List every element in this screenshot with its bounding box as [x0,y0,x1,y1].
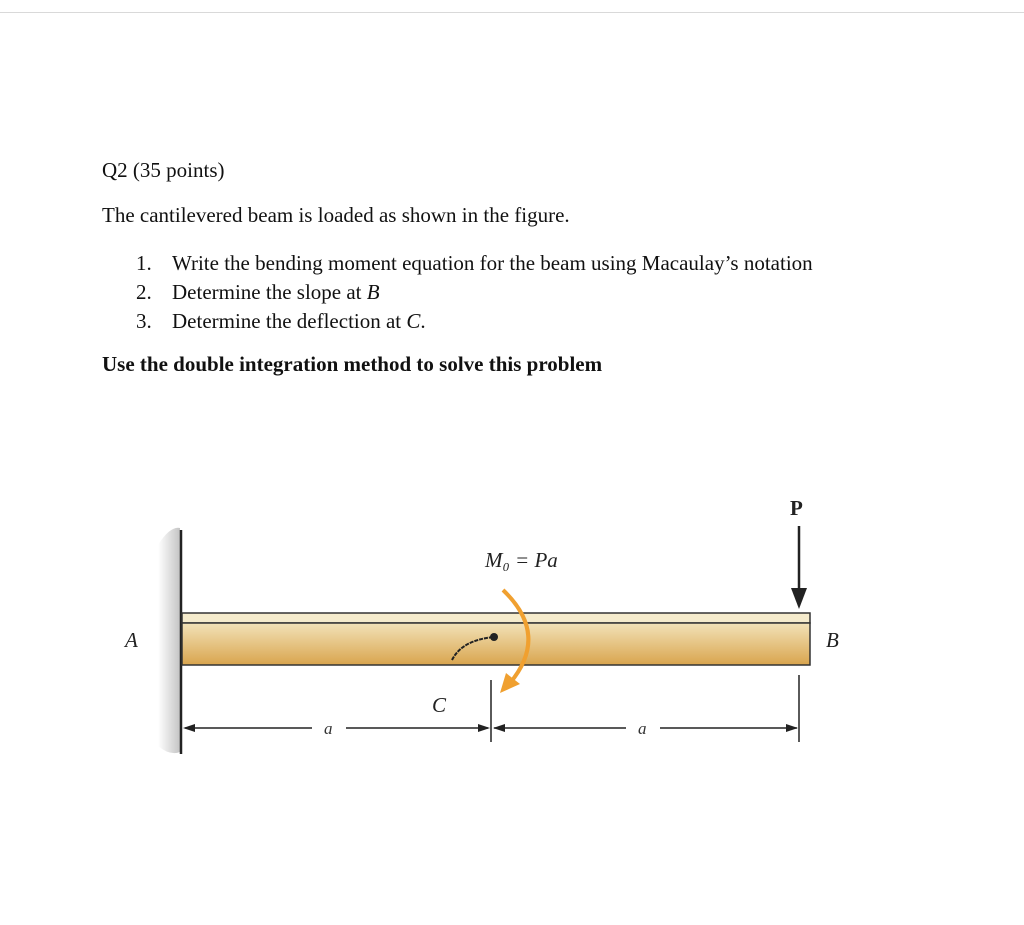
section-c-dot [490,633,498,641]
task-text: Write the bending moment equation for the beam using Macaulay’s notation [172,251,813,275]
dimension-arrowhead [786,724,798,732]
dimension-label-right: a [638,719,647,738]
problem-statement: The cantilevered beam is loaded as shown in the figure. [102,203,570,227]
point-label-c: C [432,693,447,717]
free-end-label-b: B [826,628,839,652]
task-number: 3. [136,309,152,333]
method-note: Use the double integration method to solve this problem [102,352,603,376]
task-text: Determine the deflection at [172,309,407,333]
dimension-arrowhead [478,724,490,732]
beam-body [182,623,810,665]
moment-label: M₀ = Pa [485,548,558,572]
load-arrow-head [791,588,807,609]
load-label: P [790,496,803,520]
task-point-variable: C [406,309,421,333]
task-number: 2. [136,280,152,304]
support-label-a: A [125,628,138,652]
question-title: Q2 (35 points) [102,158,225,182]
beam-top-flange [182,613,810,623]
task-number: 1. [136,251,152,275]
dimension-label-left: a [324,719,333,738]
dimension-arrowhead [183,724,195,732]
task-suffix: . [420,309,426,333]
task-point-variable: B [366,280,380,304]
fixed-support-wall [158,528,180,753]
dimension-arrowhead [493,724,505,732]
task-text: Determine the slope at [172,280,367,304]
